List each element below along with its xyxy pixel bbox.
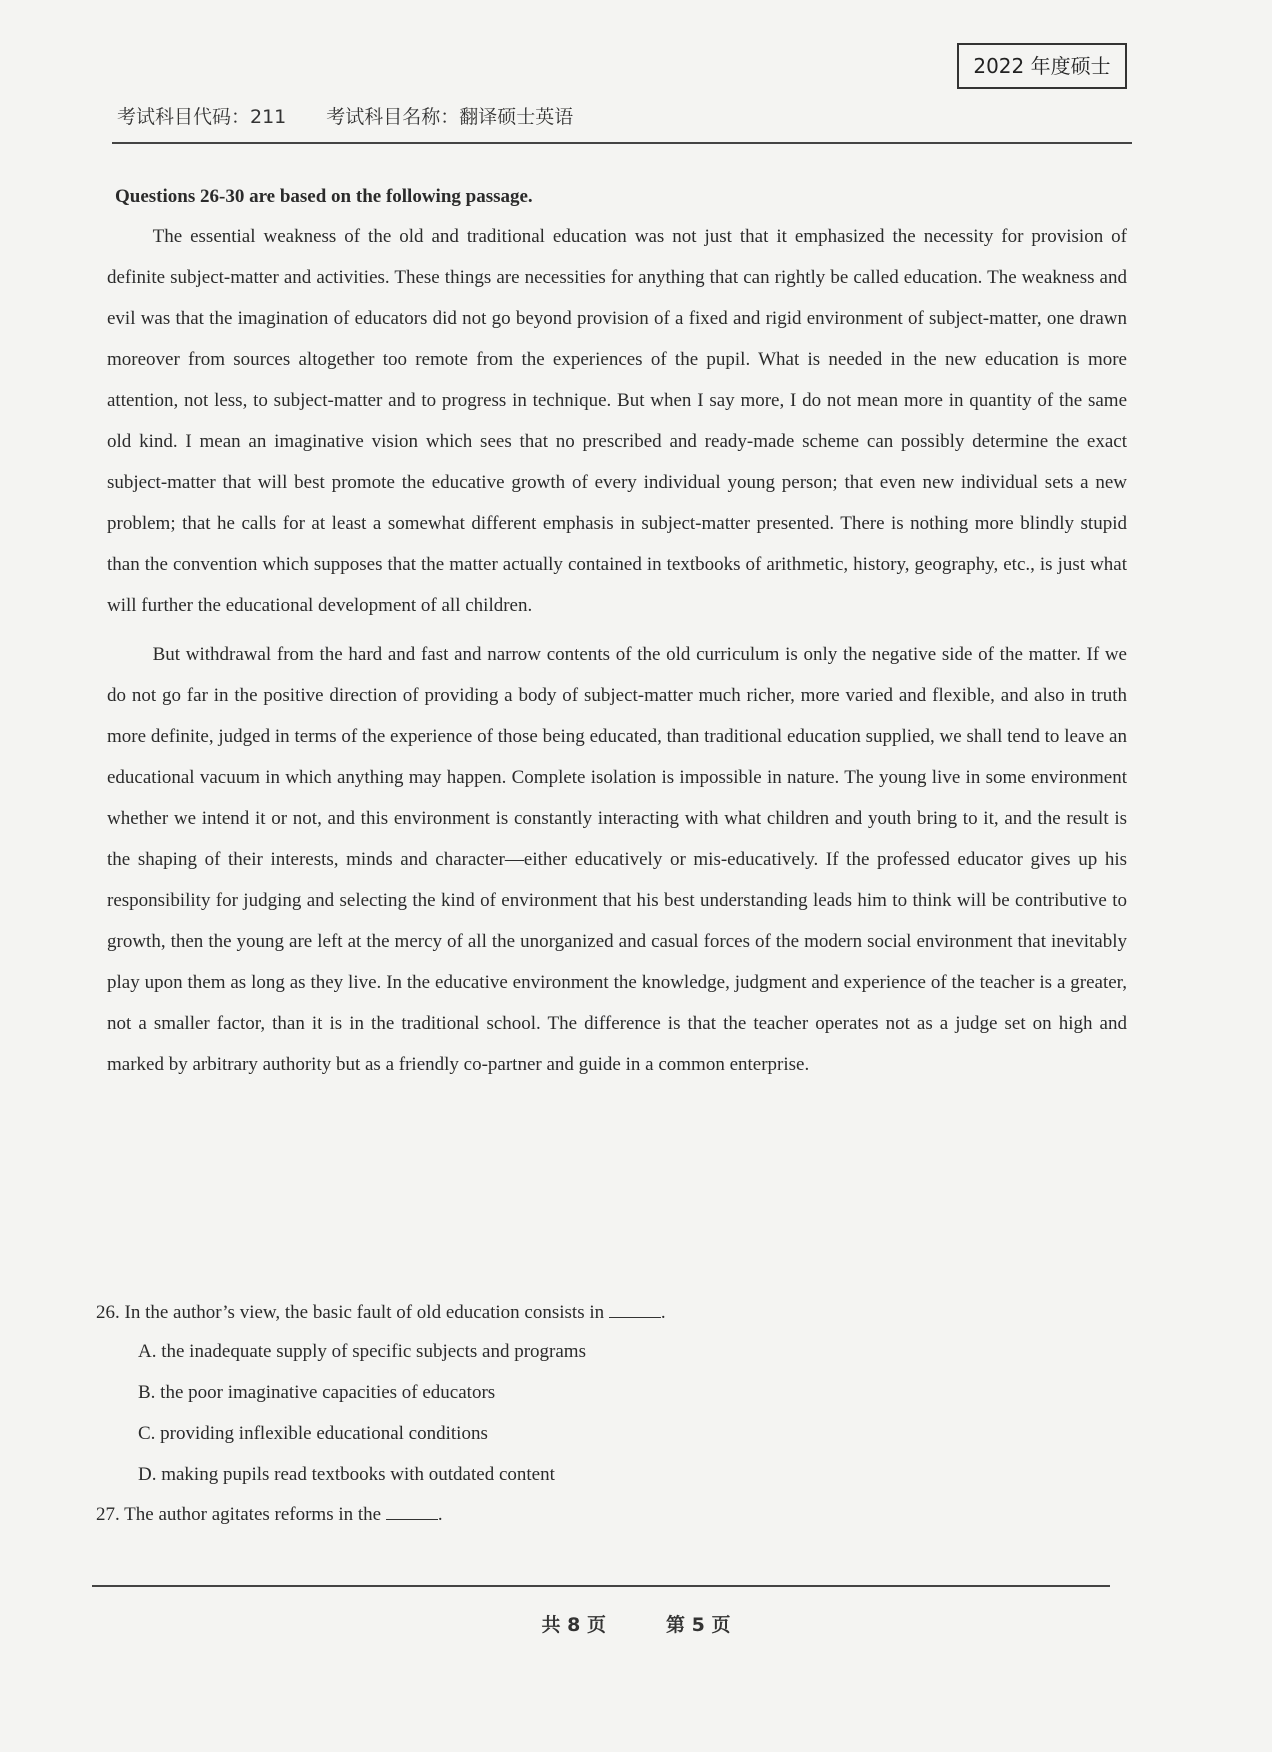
passage-title: Questions 26-30 are based on the following passage.: [115, 186, 533, 207]
current-page: 第 5 页: [666, 1614, 731, 1636]
subject-code: 考试科目代码：211: [117, 106, 287, 128]
option-a: A. the inadequate supply of specific subjects and programs: [138, 1341, 586, 1362]
question-27: [96, 1497, 1116, 1533]
question-stem-text: 27. The author agitates reforms in the: [96, 1504, 382, 1525]
question-stem: 27. The author agitates reforms in the .: [96, 1504, 443, 1525]
option-b: B. the poor imaginative capacities of educators: [138, 1382, 496, 1403]
total-pages: 共 8 页: [541, 1614, 606, 1636]
answer-blank: [386, 1505, 438, 1520]
reading-passage: [107, 180, 1127, 1085]
exam-header: [117, 102, 573, 129]
question-26: [96, 1295, 1116, 1495]
passage-paragraph-1: The essential weakness of the old and traditional education was not just that it emphasized the necessity for provision of definite subject-matter and activities. These things are necessities for anything that can rightly be called education. The weakness and evil was that the imagination of educators did not go beyond provision of a fixed and rigid environment of subject-matter, one drawn moreover from sources altogether too remote from the experiences of the pupil. What is needed in the new education is more attention, not less, to subject-matter and to progress in technique. But when I say more, I do not mean more in quantity of the same old kind. I mean an imaginative vision which sees that no prescribed and ready-made scheme can possibly determine the exact subject-matter that will best promote the educative growth of every individual young person; that even new individual sets a new problem; that he calls for at least a somewhat different emphasis in subject-matter presented. There is nothing more blindly stupid than the convention which supposes that the matter actually contained in textbooks of arithmetic, history, geography, etc., is just what will further the educational development of all children.: [107, 226, 1127, 616]
option-c: C. providing inflexible educational conditions: [138, 1423, 488, 1444]
exam-year-label: 2022 年度硕士: [957, 43, 1127, 89]
page-footer: [0, 1610, 1272, 1637]
footer-divider: [92, 1585, 1110, 1587]
header-divider: [112, 142, 1132, 144]
option-d: D. making pupils read textbooks with outdated content: [138, 1464, 555, 1485]
answer-blank: [609, 1303, 661, 1318]
passage-paragraph-2: But withdrawal from the hard and fast and narrow contents of the old curriculum is only the negative side of the matter. If we do not go far in the positive direction of providing a body of subject-matter much richer, more varied and flexible, and also in truth more definite, judged in terms of the experience of those being educated, than traditional education supplied, we shall tend to leave an educational vacuum in which anything may happen. Complete isolation is impossible in nature. The young live in some environment whether we intend it or not, and this environment is constantly interacting with what children and youth bring to it, and the result is the shaping of their interests, minds and character—either educatively or mis-educatively. If the professed educator gives up his responsibility for judging and selecting the kind of environment that his best understanding leads him to think will be contributive to growth, then the young are left at the mercy of all the unorganized and casual forces of the modern social environment that inevitably play upon them as long as they live. In the educative environment the knowledge, judgment and experience of the teacher is a greater, not a smaller factor, than it is in the traditional school. The difference is that the teacher operates not as a judge set on high and marked by arbitrary authority but as a friendly co-partner and guide in a common enterprise.: [107, 644, 1127, 1075]
subject-name: 考试科目名称：翻译硕士英语: [326, 106, 574, 128]
question-list: [96, 1295, 1116, 1533]
question-stem: 26. In the author’s view, the basic fault of old education consists in .: [96, 1302, 666, 1323]
question-stem-text: 26. In the author’s view, the basic fault of old education consists in: [96, 1302, 605, 1323]
